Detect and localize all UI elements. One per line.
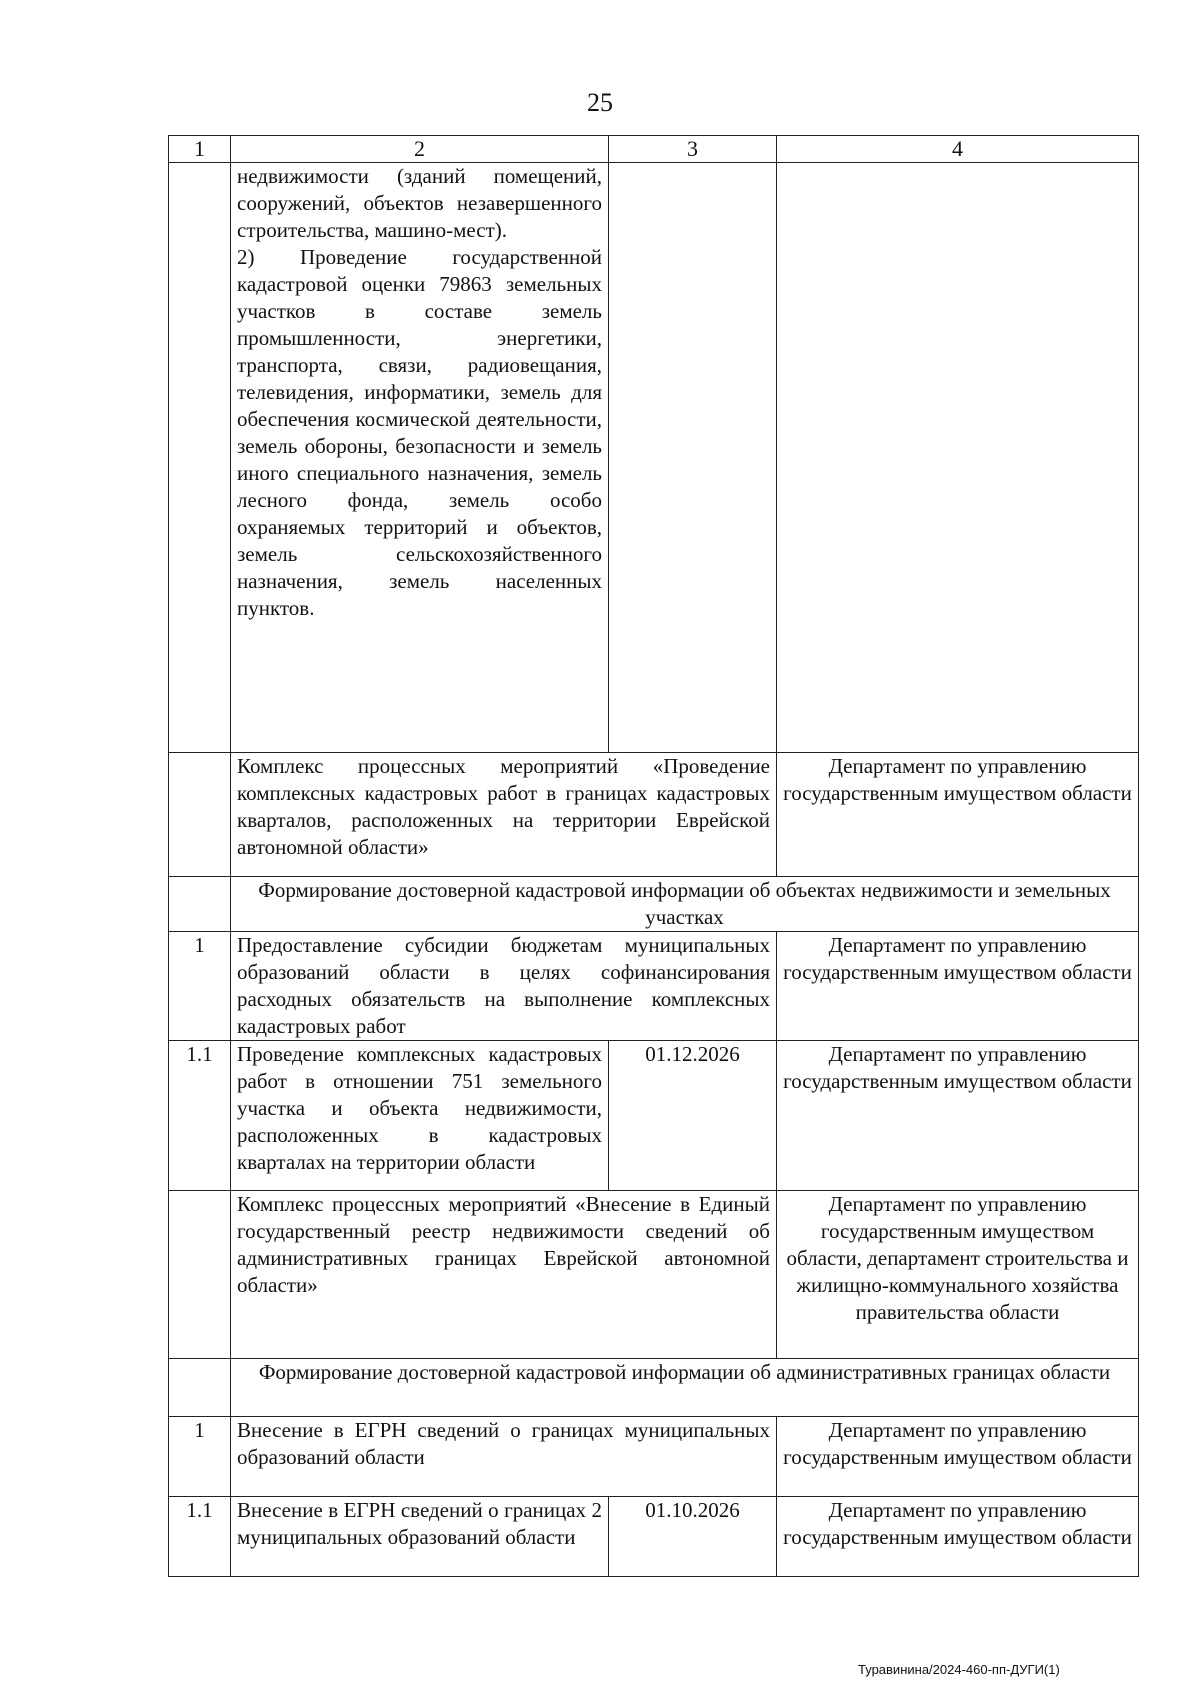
row-2-text: Внесение в ЕГРН сведений о границах муниципальных образований области <box>231 1417 777 1497</box>
row-1-1-responsible: Департамент по управлению государственным имуществом области <box>777 1041 1139 1191</box>
complex-2-text: Комплекс процессных мероприятий «Внесение в Единый государственный реестр недвижимости сведений об административных границах Еврейской автономной области» <box>231 1191 777 1359</box>
table-row-2 <box>169 1417 1139 1497</box>
continuation-text: недвижимости (зданий помещений, сооружений, объектов незавершенного строительства, машино-мест). 2) Проведение государственной кадастровой оценки 79863 земельных участков в составе земель промышленности, энергетики, транспорта, связи, радиовещания, телевидения, информатики, земель для обеспечения космической деятельности, земель обороны, безопасности и земель иного специального назначения, земель лесного фонда, земель особо охраняемых территорий и объектов, земель сельскохозяйственного назначения, земель населенных пунктов. <box>231 163 609 753</box>
table-row-task-1 <box>169 877 1139 932</box>
complex-2-responsible: Департамент по управлению государственным имуществом области, департамент строительства и жилищно-коммунального хозяйства правительства области <box>777 1191 1139 1359</box>
table-row-2-1 <box>169 1497 1139 1577</box>
row-2-1-text: Внесение в ЕГРН сведений о границах 2 муниципальных образований области <box>231 1497 609 1577</box>
table-row-task-2 <box>169 1359 1139 1417</box>
table-row-complex-1 <box>169 753 1139 877</box>
header-col-2: 2 <box>231 136 609 163</box>
row-1-text: Предоставление субсидии бюджетам муниципальных образований области в целях софинансирования расходных обязательств на выполнение комплексных кадастровых работ <box>231 932 777 1041</box>
row-2-responsible: Департамент по управлению государственным имуществом области <box>777 1417 1139 1497</box>
row-1-1-text: Проведение комплексных кадастровых работ в отношении 751 земельного участка и объекта недвижимости, расположенных в кадастровых кварталах на территории области <box>231 1041 609 1191</box>
complex-1-text: Комплекс процессных мероприятий «Проведение комплексных кадастровых работ в границах кадастровых кварталов, расположенных на территории Еврейской автономной области» <box>231 753 777 877</box>
row-2-1-date: 01.10.2026 <box>609 1497 777 1577</box>
table-header-row <box>169 136 1139 163</box>
header-col-4: 4 <box>777 136 1139 163</box>
row-2-1-responsible: Департамент по управлению государственным имуществом области <box>777 1497 1139 1577</box>
task-2-text: Формирование достоверной кадастровой информации об административных границах области <box>231 1359 1139 1417</box>
footer-reference: Туравинина/2024-460-пп-ДУГИ(1) <box>858 1662 1060 1677</box>
row-1-1-number: 1.1 <box>169 1041 231 1191</box>
page-number: 25 <box>587 88 613 117</box>
row-1-responsible: Департамент по управлению государственным имуществом области <box>777 932 1139 1041</box>
table-row-1 <box>169 932 1139 1041</box>
activities-table <box>168 135 1139 1577</box>
table-row-1-1 <box>169 1041 1139 1191</box>
row-1-1-date: 01.12.2026 <box>609 1041 777 1191</box>
row-1-number: 1 <box>169 932 231 1041</box>
table-row-complex-2 <box>169 1191 1139 1359</box>
table-row-continuation <box>169 163 1139 753</box>
complex-1-responsible: Департамент по управлению государственным имуществом области <box>777 753 1139 877</box>
row-2-number: 1 <box>169 1417 231 1497</box>
row-2-1-number: 1.1 <box>169 1497 231 1577</box>
header-col-3: 3 <box>609 136 777 163</box>
task-1-text: Формирование достоверной кадастровой информации об объектах недвижимости и земельных участках <box>231 877 1139 932</box>
header-col-1: 1 <box>169 136 231 163</box>
